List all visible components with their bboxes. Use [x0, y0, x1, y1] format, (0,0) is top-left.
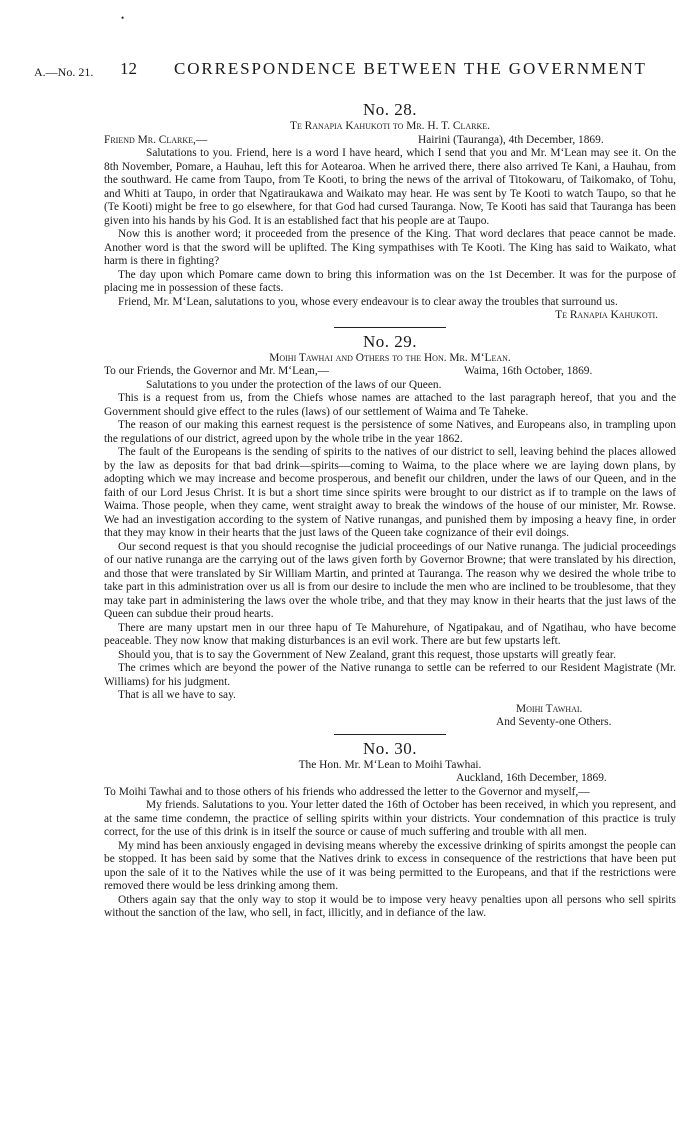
- place-date-line: [104, 772, 676, 786]
- running-header: [34, 60, 674, 84]
- paragraph: The fault of the Europeans is the sending of spirits to the natives of our district to sell, leaving behind the places allowed by the law as deposits for that bad drink—spirits—coming to Waima, to the place where we are laying down plans, by adopting which we may increase and become prosperous, and benefit our children, under the laws of our Queen, and in the faith of our Lord Jesus Christ. It is but a short time since spirits were brought to our district as if to trample on the laws of Waima. Those people, when they came, went straight away to break the windows of the house of our minister, Mr. Rowse. We had an investigation according to the system of Native runangas, and punished them by imposing a heavy fine, in order that they may know in their hearts that the just laws of the Queen take cognizance of their evil doings.: [104, 446, 676, 539]
- document-reference: A.—No. 21.: [34, 65, 94, 79]
- paragraph: That is all we have to say.: [118, 689, 236, 701]
- letter-28: [104, 100, 676, 323]
- paragraph: Should you, that is to say the Government of New Zealand, grant this request, those upstarts will greatly fear.: [118, 648, 616, 661]
- paragraph: Our second request is that you should recognise the judicial proceedings of our Native runanga. The judicial proceedings of our native runanga are the carrying out of the laws given forth by Governor Browne; that were translated by his direction, and those that were translated by Sir William Martin, and printed at Tauranga. The reason why we desired the whole tribe to take part in this administration over us all is from our desire to include the men who are inclined to be troublesome, that they may take part in administering the laws over the whole tribe, and that they may know in their hearts that the just laws of the Queen can subdue their proud hearts.: [104, 540, 676, 620]
- signature: Moihi Tawhai.: [516, 702, 583, 715]
- letter-subtitle: Moihi Tawhai and Others to the Hon. Mr. M‘Lean.: [269, 351, 511, 364]
- place-date: Hairini (Tauranga), 4th December, 1869.: [418, 133, 604, 146]
- salutation: To our Friends, the Governor and Mr. M‘Lean,—: [104, 365, 330, 377]
- paragraph: Now this is another word; it proceeded from the presence of the King. That word declares that peace cannot be made. Another word is that the sword will be uplifted. The King sympathises with Te Kooti. The King has said to Waikato, what harm is there in fighting?: [104, 228, 676, 267]
- salutation-line: [104, 365, 676, 379]
- paragraph: Salutations to you under the protection of the laws of our Queen.: [146, 378, 442, 391]
- place-date: Auckland, 16th December, 1869.: [456, 772, 607, 784]
- paragraph: Salutations to you. Friend, here is a word I have heard, which I send that you and Mr. M‘Lean may see it. On the 8th November, Pomare, a Hauhau, left this for Aotearoa. When he arrived there, there also arrived Te Kani, a Hauhau, from the southward. He came from Taupo, from Te Kooti, to bring the news of the arrival of Titokowaru, of Taikomako, of Tohu, and Whiti at Taupo, in order that Ngatiraukawa and Waikato may hear. He was sent by Te Kooti to watch Taupo, so that he (Te Kooti) might be free to go elsewhere, for that God had cursed Tauranga. Now, Te Kooti has said that Tauranga has been given into his hands by his God. It is an established fact that his people are at Taupo.: [104, 147, 676, 227]
- page-mark: •: [121, 13, 125, 23]
- signature-others: And Seventy-one Others.: [496, 716, 612, 728]
- paragraph: Friend, Mr. M‘Lean, salutations to you, whose every endeavour is to clear away the troubles that surround us.: [118, 295, 618, 308]
- signature: Te Ranapia Kahukoti.: [555, 309, 658, 321]
- section-divider: [334, 327, 446, 328]
- letter-number: No. 29.: [362, 331, 418, 351]
- letter-30: [104, 739, 676, 921]
- paragraph: This is a request from us, from the Chiefs whose names are attached to the last paragraph hereof, that you and the Government should give effect to the rules (laws) of our settlement of Waima and Te Taheke.: [104, 392, 676, 418]
- salutation: Friend Mr. Clarke,—: [104, 133, 208, 146]
- paragraph: The reason of our making this earnest request is the persistence of some Natives, and Europeans also, in trampling upon the regulations of our district, agreed upon by the whole tribe in the year 1862.: [104, 419, 676, 445]
- section-divider: [334, 734, 446, 735]
- place-date: Waima, 16th October, 1869.: [464, 365, 593, 377]
- page-number: 12: [120, 59, 137, 78]
- letter-subtitle: Te Ranapia Kahukoti to Mr. H. T. Clarke.: [289, 120, 491, 132]
- paragraph: My friends. Salutations to you. Your letter dated the 16th of October has been received, in which you represent, and at the same time condemn, the practice of selling spirits within your districts. Your condemnation of this practice is truly correct, for the use of this drink is in itself the source or cause of much suffering and trouble with all men.: [104, 799, 676, 838]
- salutation: To Moihi Tawhai and to those others of his friends who addressed the letter to the Governor and myself,—: [104, 785, 590, 798]
- letter-subtitle: The Hon. Mr. M‘Lean to Moihi Tawhai.: [298, 758, 482, 771]
- paragraph: The crimes which are beyond the power of the Native runanga to settle can be referred to our Resident Magistrate (Mr. Williams) for his judgment.: [104, 662, 676, 688]
- paragraph: There are many upstart men in our three hapu of Te Mahurehure, of Ngatipakau, and of Ngatihau, who have become peaceable. They now know that making disturbances is an evil work. There are but few upstarts left.: [104, 621, 676, 647]
- paragraph: The day upon which Pomare came down to bring this information was on the 1st December. It was for the purpose of placing me in possession of these facts.: [104, 268, 676, 294]
- signature-block: [496, 703, 676, 730]
- document-body: [104, 100, 676, 921]
- letter-29: [104, 332, 676, 730]
- running-title: CORRESPONDENCE BETWEEN THE GOVERNMENT: [174, 59, 647, 78]
- paragraph: My mind has been anxiously engaged in devising means whereby the excessive drinking of spirits amongst the people can be stopped. It has been said by some that the Natives drink to excess in consequence of the restrictions that have been put upon the sale of it to the Natives while the use of it was being permitted to the Europeans, and that if the restrictions were removed there would be less drinking among them.: [104, 839, 676, 892]
- salutation-line: [104, 134, 676, 148]
- letter-number: No. 30.: [362, 738, 418, 758]
- letter-number: No. 28.: [362, 100, 418, 119]
- paragraph: Others again say that the only way to stop it would be to impose very heavy penalties upon all persons who sell spirits without the sanction of the law, who sell, in fact, illicitly, and in defiance of the law.: [104, 893, 676, 919]
